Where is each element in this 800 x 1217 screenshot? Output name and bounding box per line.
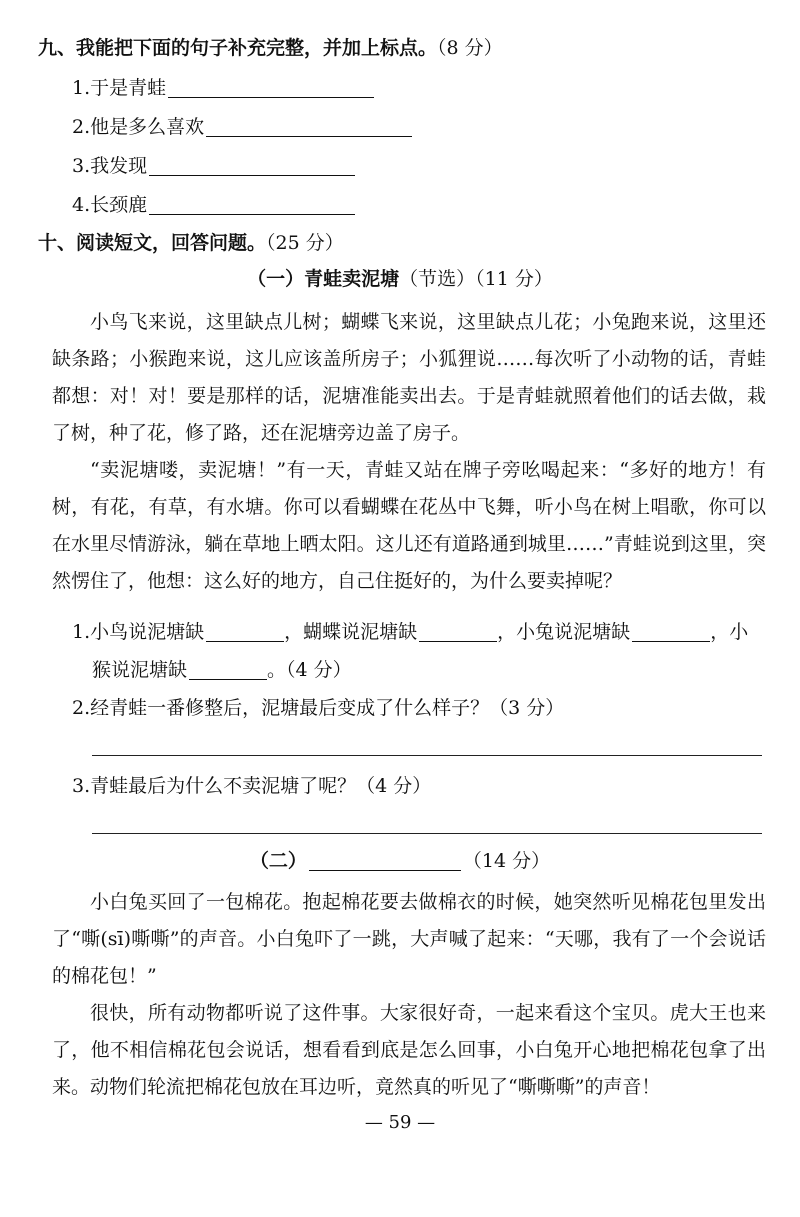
passage-2-paragraph-2: 很快，所有动物都听说了这件事。大家很好奇，一起来看这个宝贝。虎大王也来了，他不相信棉花包会说话，想看看到底是怎么回事，小白兔开心地把棉花包拿了出来。动物们轮流把棉花包放在耳边听，竟然真的听见了“嘶嘶嘶”的声音！ [52,1002,766,1098]
answer-line-q2[interactable] [92,755,762,756]
question-text: 小鸟说泥塘缺 [90,621,205,643]
title-answer-blank[interactable] [309,869,461,871]
question-number: 2. [72,697,91,719]
passage-1-title-text: （一）青蛙卖泥塘 [247,268,400,290]
section-10-heading-text: 十、阅读短文，回答问题。 [38,232,267,254]
passage-1-body [52,304,766,600]
answer-blank[interactable] [632,640,710,642]
item-prompt: 我发现 [90,155,148,177]
section-9-points: （8 分） [437,37,503,59]
answer-blank[interactable] [189,678,267,680]
passage-2-paragraph-1: 小白兔买回了一包棉花。抱起棉花要去做棉衣的时候，她突然听见棉花包里发出了“嘶(sī)嘶嘶”的声音。小白兔吓了一跳，大声喊了起来：“天哪，我有了一个会说话的棉花包！” [52,891,766,987]
question-1-line-1 [72,623,748,642]
question-2 [72,699,564,718]
question-text: 经青蛙一番修整后，泥塘最后变成了什么样子？ [90,697,490,719]
section-9-heading-text: 九、我能把下面的句子补充完整，并加上标点。 [38,37,438,59]
question-text: 。 [267,659,287,681]
fill-item-4 [72,196,355,215]
question-1-line-2 [92,661,352,680]
passage-2-points: （14 分） [462,850,551,872]
fill-item-3 [72,157,355,176]
answer-blank[interactable] [206,135,412,137]
page-number: — 59 — [364,1112,436,1133]
question-number: 3. [72,775,91,797]
answer-blank[interactable] [206,640,284,642]
item-number: 3. [72,155,91,177]
passage-1-title-note: （节选） [399,268,476,290]
question-points: （4 分） [286,659,352,681]
question-points: （3 分） [489,697,565,719]
fill-item-2 [72,118,412,137]
question-points: （4 分） [356,775,432,797]
question-text: ，小兔说泥塘缺 [497,621,631,643]
passage-1-title [0,270,800,289]
item-prompt: 长颈鹿 [90,194,148,216]
item-prompt: 他是多么喜欢 [90,116,205,138]
question-text: 猴说泥塘缺 [92,659,188,681]
passage-2-body [52,884,766,1106]
passage-1-paragraph-1: 小鸟飞来说，这里缺点儿树；蝴蝶飞来说，这里缺点儿花；小兔跑来说，这里还缺条路；小猴跑来说，这儿应该盖所房子；小狐狸说……每次听了小动物的话，青蛙都想：对！对！要是那样的话，泥塘准能卖出去。于是青蛙就照着他们的话去做，栽了树，种了花，修了路，还在泥塘旁边盖了房子。 [52,311,766,444]
passage-2-title-text: （二） [249,850,307,872]
answer-blank[interactable] [168,96,374,98]
passage-2-title [0,852,800,871]
fill-item-1 [72,79,374,98]
item-prompt: 于是青蛙 [90,77,167,99]
question-number: 1. [72,621,91,643]
section-9-heading [38,39,503,58]
item-number: 1. [72,77,91,99]
question-3 [72,777,431,796]
item-number: 4. [72,194,91,216]
answer-line-q3[interactable] [92,833,762,834]
section-10-heading [38,234,344,253]
question-text: 青蛙最后为什么不卖泥塘了呢？ [90,775,357,797]
question-text: ，小 [710,621,749,643]
passage-1-paragraph-2: “卖泥塘喽，卖泥塘！”有一天，青蛙又站在牌子旁吆喝起来：“多好的地方！有树，有花，有草，有水塘。你可以看蝴蝶在花丛中飞舞，听小鸟在树上唱歌，你可以在水里尽情游泳，躺在草地上晒太阳。这儿还有道路通到城里……”青蛙说到这里，突然愣住了，他想：这么好的地方，自己住挺好的，为什么要卖掉呢？ [52,459,766,592]
passage-1-points: （11 分） [475,268,553,290]
answer-blank[interactable] [419,640,497,642]
answer-blank[interactable] [149,174,355,176]
item-number: 2. [72,116,91,138]
answer-blank[interactable] [149,213,355,215]
question-text: ，蝴蝶说泥塘缺 [284,621,418,643]
section-10-points: （25 分） [266,232,344,254]
